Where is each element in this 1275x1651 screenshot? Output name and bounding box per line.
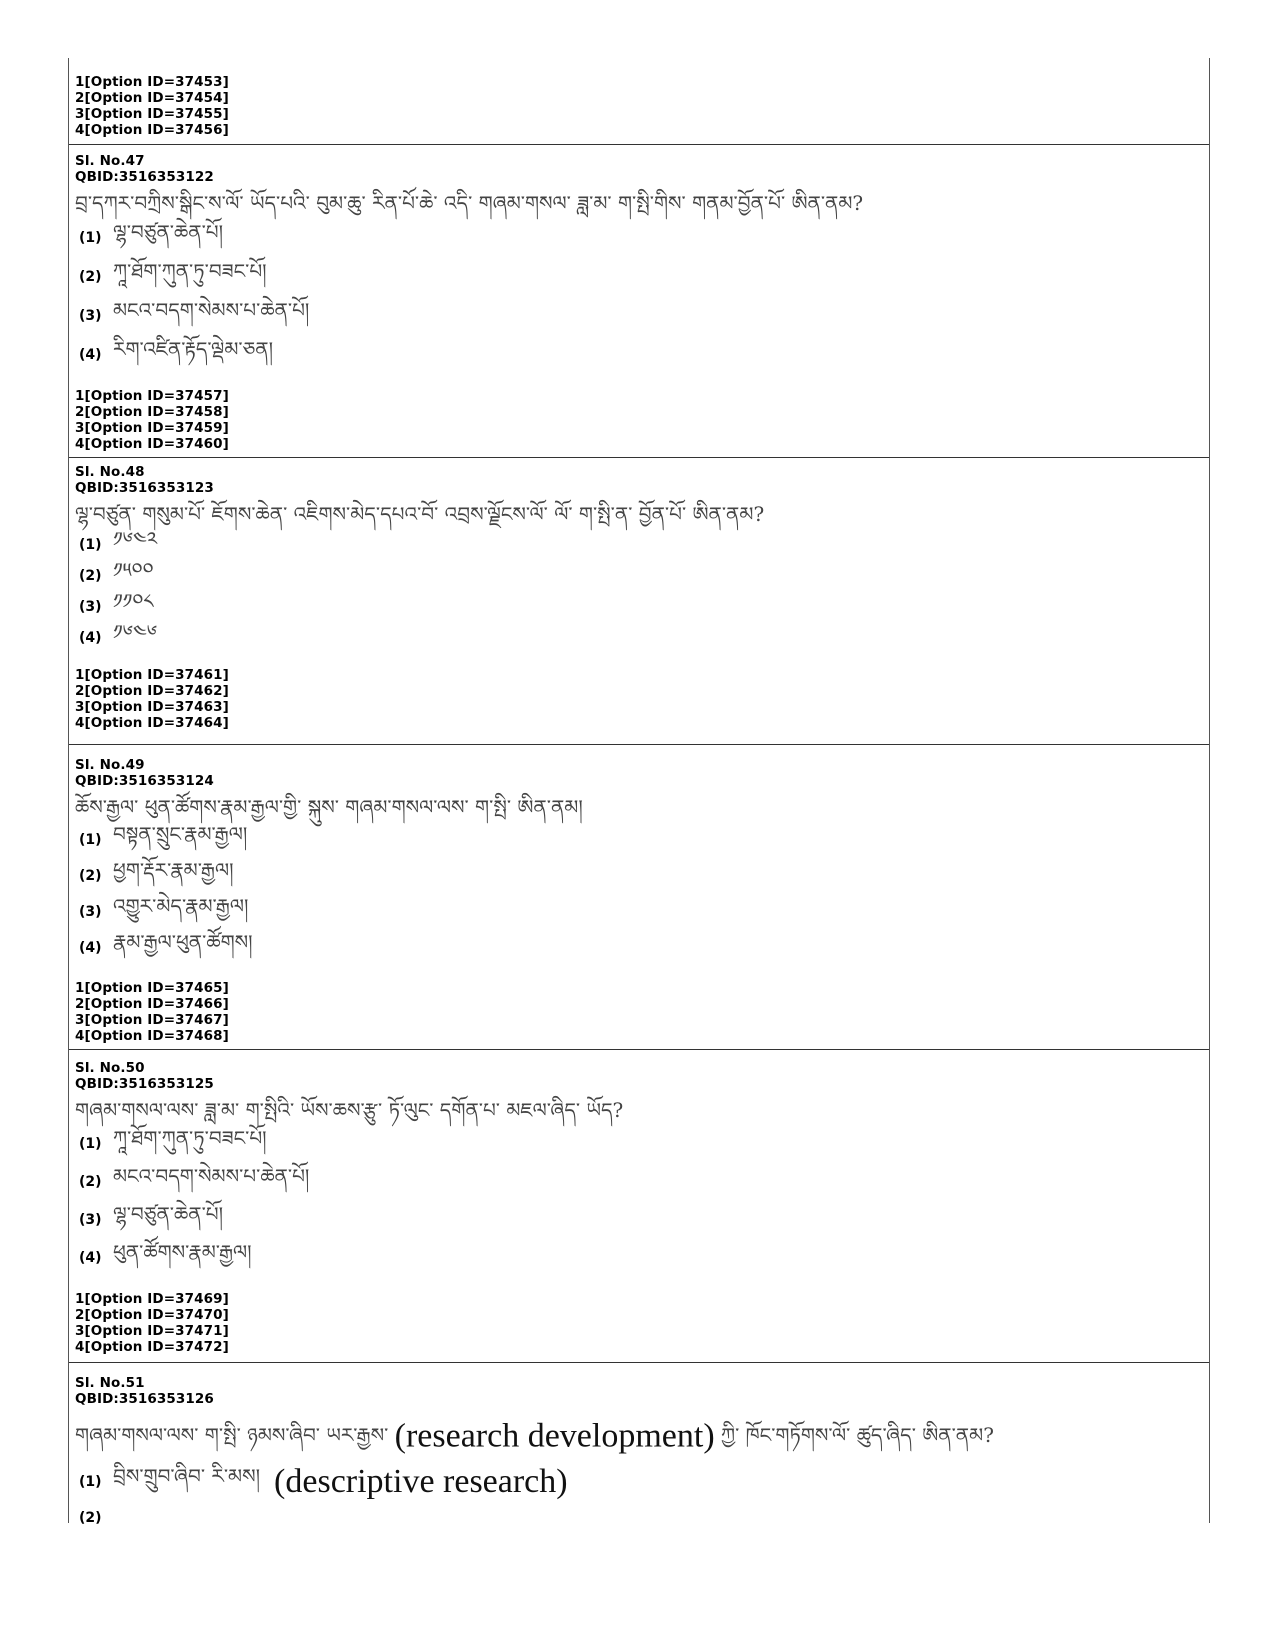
option-text: ལྷ་བཙུན་ཆེན་པོ། — [113, 1202, 224, 1226]
question-text: ཆོས་རྒྱལ་ ཕུན་ཚོགས་རྣམ་རྒྱལ་གྱི་ སྐུས་ གཞམ་གསལ་ལས་ ག་སྤི་ ཨིན་ནམ། — [75, 795, 583, 819]
option-text: ༡༦༤༦ — [113, 619, 158, 644]
question-block-48 — [69, 458, 1209, 745]
question-block-49 — [69, 745, 1209, 1050]
option-id-line: 2[Option ID=37470] — [75, 1307, 229, 1323]
option-1[interactable] — [75, 1459, 1203, 1505]
option-ids — [75, 667, 1203, 731]
option-id-line: 4[Option ID=37468] — [75, 1028, 229, 1044]
option-number: (1) — [79, 1473, 102, 1490]
serial-number: Sl. No.47 — [75, 153, 145, 169]
option-number: (4) — [79, 940, 102, 956]
option-id-line: 1[Option ID=37469] — [75, 1291, 229, 1307]
option-text: རྣམ་རྒྱལ་ཕུན་ཚོགས། — [113, 930, 253, 954]
option-id-line: 2[Option ID=37458] — [75, 404, 229, 420]
option-4[interactable] — [75, 335, 1203, 374]
option-text: ཀཱ་ཐོག་ཀུན་ཏུ་བཟང་པོ། — [113, 258, 267, 283]
option-number: (3) — [79, 307, 102, 324]
option-number: (4) — [79, 629, 102, 646]
option-number: (3) — [79, 904, 102, 920]
option-id-line: 4[Option ID=37472] — [75, 1339, 229, 1355]
option-id-line: 4[Option ID=37460] — [75, 436, 229, 452]
option-id-line: 1[Option ID=37453] — [75, 74, 229, 90]
exam-page — [68, 58, 1210, 1526]
option-number: (4) — [79, 346, 102, 363]
option-4[interactable] — [75, 1239, 1203, 1277]
option-id-line: 2[Option ID=37466] — [75, 996, 229, 1012]
option-number: (2) — [79, 868, 102, 884]
qbid: QBID:3516353125 — [75, 1076, 214, 1092]
option-id-line: 1[Option ID=37461] — [75, 667, 229, 683]
option-id-line: 3[Option ID=37463] — [75, 699, 229, 715]
option-number: (3) — [79, 1212, 102, 1228]
option-text: བསྟན་སྲུང་རྣམ་རྒྱལ། — [113, 822, 248, 846]
option-id-line: 4[Option ID=37464] — [75, 715, 229, 731]
option-text-english: (descriptive research) — [274, 1462, 568, 1500]
question-text: བྲ་དཀར་བཀྲིས་སྒིང་ས་ལོ་ ཡོད་པའི་ བུམ་ཆུ་ རིན་པོ་ཆེ་ འདི་ གཞམ་གསལ་ ཟླ་མ་ ག་སྤི་གིས་ གནམ་བྱོན་པོ་ ཨིན་ནམ? — [75, 191, 864, 215]
option-id-line: 3[Option ID=37455] — [75, 106, 229, 122]
option-number: (1) — [79, 1136, 102, 1152]
option-number: (1) — [79, 229, 102, 246]
option-text: ཕུན་ཚོགས་རྣམ་རྒྱལ། — [113, 1240, 252, 1264]
question-text — [75, 1413, 1203, 1459]
option-4[interactable] — [75, 619, 1203, 653]
question-block-50 — [69, 1050, 1209, 1363]
option-text: ཀཱ་ཐོག་ཀུན་ཏུ་བཟང་པོ། — [113, 1126, 267, 1150]
qbid: QBID:3516353126 — [75, 1391, 214, 1407]
question-text: གཞམ་གསལ་ལས་ ཟླ་མ་ ག་སྤིའི་ ཡོས་ཆས་རྩུ་ ཏོ་ལུང་ དགོན་པ་ མཇལ་ཞིད་ ཡོད? — [75, 1098, 624, 1122]
option-id-line: 3[Option ID=37471] — [75, 1323, 229, 1339]
qbid: QBID:3516353123 — [75, 480, 214, 496]
qbid: QBID:3516353124 — [75, 773, 214, 789]
option-2[interactable] — [75, 557, 1203, 591]
question-text-tibetan-end: ཀྱི་ ཁོང་གཏོགས་ལོ་ ཚུད་ཞིད་ ཨིན་ནམ? — [721, 1423, 994, 1447]
question-block-51 — [69, 1363, 1209, 1526]
option-3[interactable] — [75, 588, 1203, 622]
option-text: ༡༡༠༨ — [113, 588, 154, 613]
serial-number: Sl. No.49 — [75, 757, 145, 773]
option-text: རིག་འཛིན་རྟོད་ལྡེམ་ཅན། — [113, 336, 274, 361]
question-block-47 — [69, 145, 1209, 458]
option-number: (1) — [79, 832, 102, 848]
option-ids — [75, 980, 1203, 1044]
option-2[interactable] — [75, 1163, 1203, 1201]
serial-number: Sl. No.50 — [75, 1060, 145, 1076]
question-text: ལྷ་བཙུན་ གསུམ་པོ་ ཇོགས་ཆེན་ འཇིགས་མེད་དཔའ་བོ་ འབྲས་ལྗོངས་ལོ་ ལོ་ ག་སྤི་ན་ བྱོན་པོ་ ཨིན་ནམ? — [75, 502, 765, 526]
option-id-line: 3[Option ID=37459] — [75, 420, 229, 436]
option-number: (2) — [79, 1174, 102, 1190]
question-text-english: (research development) — [394, 1417, 715, 1455]
option-id-line: 3[Option ID=37467] — [75, 1012, 229, 1028]
option-text: ༡༥༠༠ — [113, 557, 154, 582]
option-id-line: 1[Option ID=37457] — [75, 388, 229, 404]
option-text: ༡༦༤༢ — [113, 526, 158, 551]
option-id-line: 2[Option ID=37454] — [75, 90, 229, 106]
question-text-tibetan: གཞམ་གསལ་ལས་ ག་སྤི་ ཉམས་ཞིབ་ ཡར་རྒྱས་ — [75, 1423, 389, 1447]
option-text: མངའ་བདག་སེམས་པ་ཆེན་པོ། — [113, 297, 310, 322]
option-number: (2) — [79, 268, 102, 285]
option-number: (1) — [79, 536, 102, 553]
option-1[interactable] — [75, 822, 1203, 858]
option-number: (2) — [79, 1509, 102, 1526]
serial-number: Sl. No.48 — [75, 464, 145, 480]
option-id-line: 4[Option ID=37456] — [75, 122, 229, 138]
option-4[interactable] — [75, 930, 1203, 966]
serial-number: Sl. No.51 — [75, 1375, 145, 1391]
option-ids — [75, 388, 1203, 452]
option-1[interactable] — [75, 526, 1203, 560]
previous-question-options — [69, 58, 1209, 145]
option-text: ཕྱག་རྡོར་རྣམ་རྒྱལ། — [113, 858, 234, 882]
option-text: ལྷ་བཙུན་ཆེན་པོ། — [113, 219, 224, 244]
option-text: བྲིས་གྲུབ་ཞིབ་ རི་མས། — [113, 1463, 261, 1488]
option-number: (2) — [79, 567, 102, 584]
qbid: QBID:3516353122 — [75, 169, 214, 185]
option-text: འགྱུར་མེད་རྣམ་རྒྱལ། — [113, 894, 249, 918]
option-number: (4) — [79, 1250, 102, 1266]
option-id-line: 1[Option ID=37465] — [75, 980, 229, 996]
option-id-line: 2[Option ID=37462] — [75, 683, 229, 699]
option-text: མངའ་བདག་སེམས་པ་ཆེན་པོ། — [113, 1164, 310, 1188]
option-number: (3) — [79, 598, 102, 615]
option-ids — [75, 1291, 1203, 1355]
